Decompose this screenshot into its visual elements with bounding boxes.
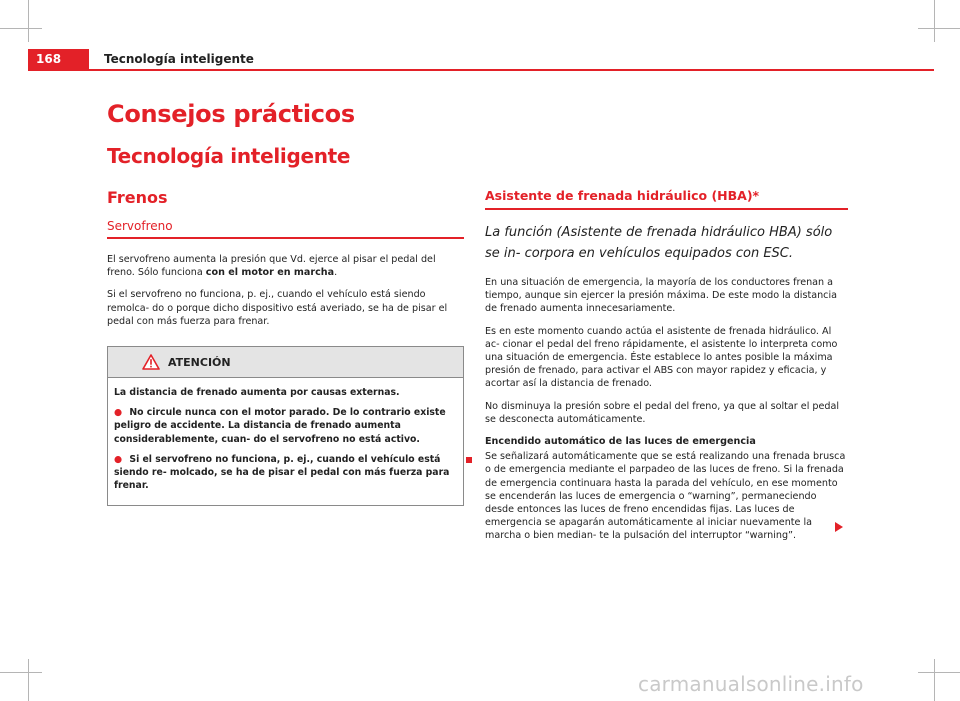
right-section-title: Asistente de frenada hidráulico (HBA)*	[485, 188, 848, 210]
subsection-title: Frenos	[107, 188, 168, 207]
warning-header	[108, 347, 463, 378]
bullet-icon: ●	[114, 407, 123, 419]
paragraph: El servofreno aumenta la presión que Vd. ejerce al pisar el pedal del freno. Sólo funciona con el motor en marcha.	[107, 254, 436, 279]
warning-body	[108, 378, 463, 505]
crop-mark	[0, 28, 42, 29]
paragraph: Si el servofreno no funciona, p. ej., cuando el vehículo está siendo remolca- do o porque dicho dispositivo está averiado, se ha de pisar el pedal con más fuerza para frenar.	[107, 289, 448, 327]
paragraph: No disminuya la presión sobre el pedal del freno, ya que al soltar el pedal se desconecta automáticamente.	[485, 400, 840, 425]
paragraph: Es en este momento cuando actúa el asistente de frenada hidráulico. Al ac- cionar el pedal del freno rápidamente, el asistente lo interpreta como una situación de emergencia. Éste establece lo antes posible la máxima presión de frenado, para activar el ABS con mayor rapidez y eficacia, y acortar así la distancia de frenado.	[485, 325, 838, 390]
warning-item: ● No circule nunca con el motor parado. De lo contrario existe peligro de accidente. La distancia de frenado aumenta considerablemente, cuan- do el servofreno no está activo.	[114, 407, 446, 445]
warning-lead: La distancia de frenado aumenta por causas externas.	[114, 387, 400, 399]
continue-arrow-icon	[835, 522, 843, 532]
page-number: 168	[28, 49, 89, 70]
warning-title: ATENCIÓN	[168, 355, 231, 369]
header-rule	[28, 69, 934, 71]
section-title: Tecnología inteligente	[107, 144, 351, 168]
paragraph: En una situación de emergencia, la mayoría de los conductores frenan a tiempo, aunque sin ejercer la presión máxima. De este modo la distancia de frenado aumenta innecesariamente.	[485, 277, 838, 315]
chapter-title: Consejos prácticos	[107, 100, 355, 128]
crop-mark	[934, 0, 935, 42]
running-title: Tecnología inteligente	[104, 52, 254, 66]
crop-mark	[28, 659, 29, 701]
paragraph: Se señalizará automáticamente que se está realizando una frenada brusca o de emergencia mediante el parpadeo de las luces de freno. Si la frenada de emergencia continuara hasta la parada del vehículo, en ese momento se encenderán las luces de emergencia o “warning”, permaneciendo desde entonces las luces de freno encendidas fijas. Las luces de emergencia se apagarán automáticamente al iniciar nuevamente la marcha o bien median- te la pulsación del interruptor “warning”.	[485, 451, 846, 542]
watermark: carmanualsonline.info	[638, 672, 864, 696]
left-column	[107, 188, 464, 506]
section-end-icon	[466, 457, 472, 463]
intro-text: La función (Asistente de frenada hidráulico HBA) sólo se in- corpora en vehículos equipados con ESC.	[485, 225, 833, 261]
crop-mark	[918, 28, 960, 29]
crop-mark	[28, 0, 29, 42]
crop-mark	[918, 672, 960, 673]
warning-box	[107, 346, 464, 506]
subsubsection-title: Servofreno	[107, 219, 464, 239]
emphasis: con el motor en marcha	[205, 267, 335, 279]
right-column	[485, 188, 848, 552]
bullet-icon: ●	[114, 453, 123, 465]
subheading: Encendido automático de las luces de emergencia	[485, 436, 756, 448]
warning-item: ● Si el servofreno no funciona, p. ej., cuando el vehículo está siendo re- molcado, se ha de pisar el pedal con más fuerza para frenar.	[114, 453, 450, 492]
crop-mark	[0, 672, 42, 673]
warning-triangle-icon	[142, 354, 160, 370]
crop-mark	[934, 659, 935, 701]
